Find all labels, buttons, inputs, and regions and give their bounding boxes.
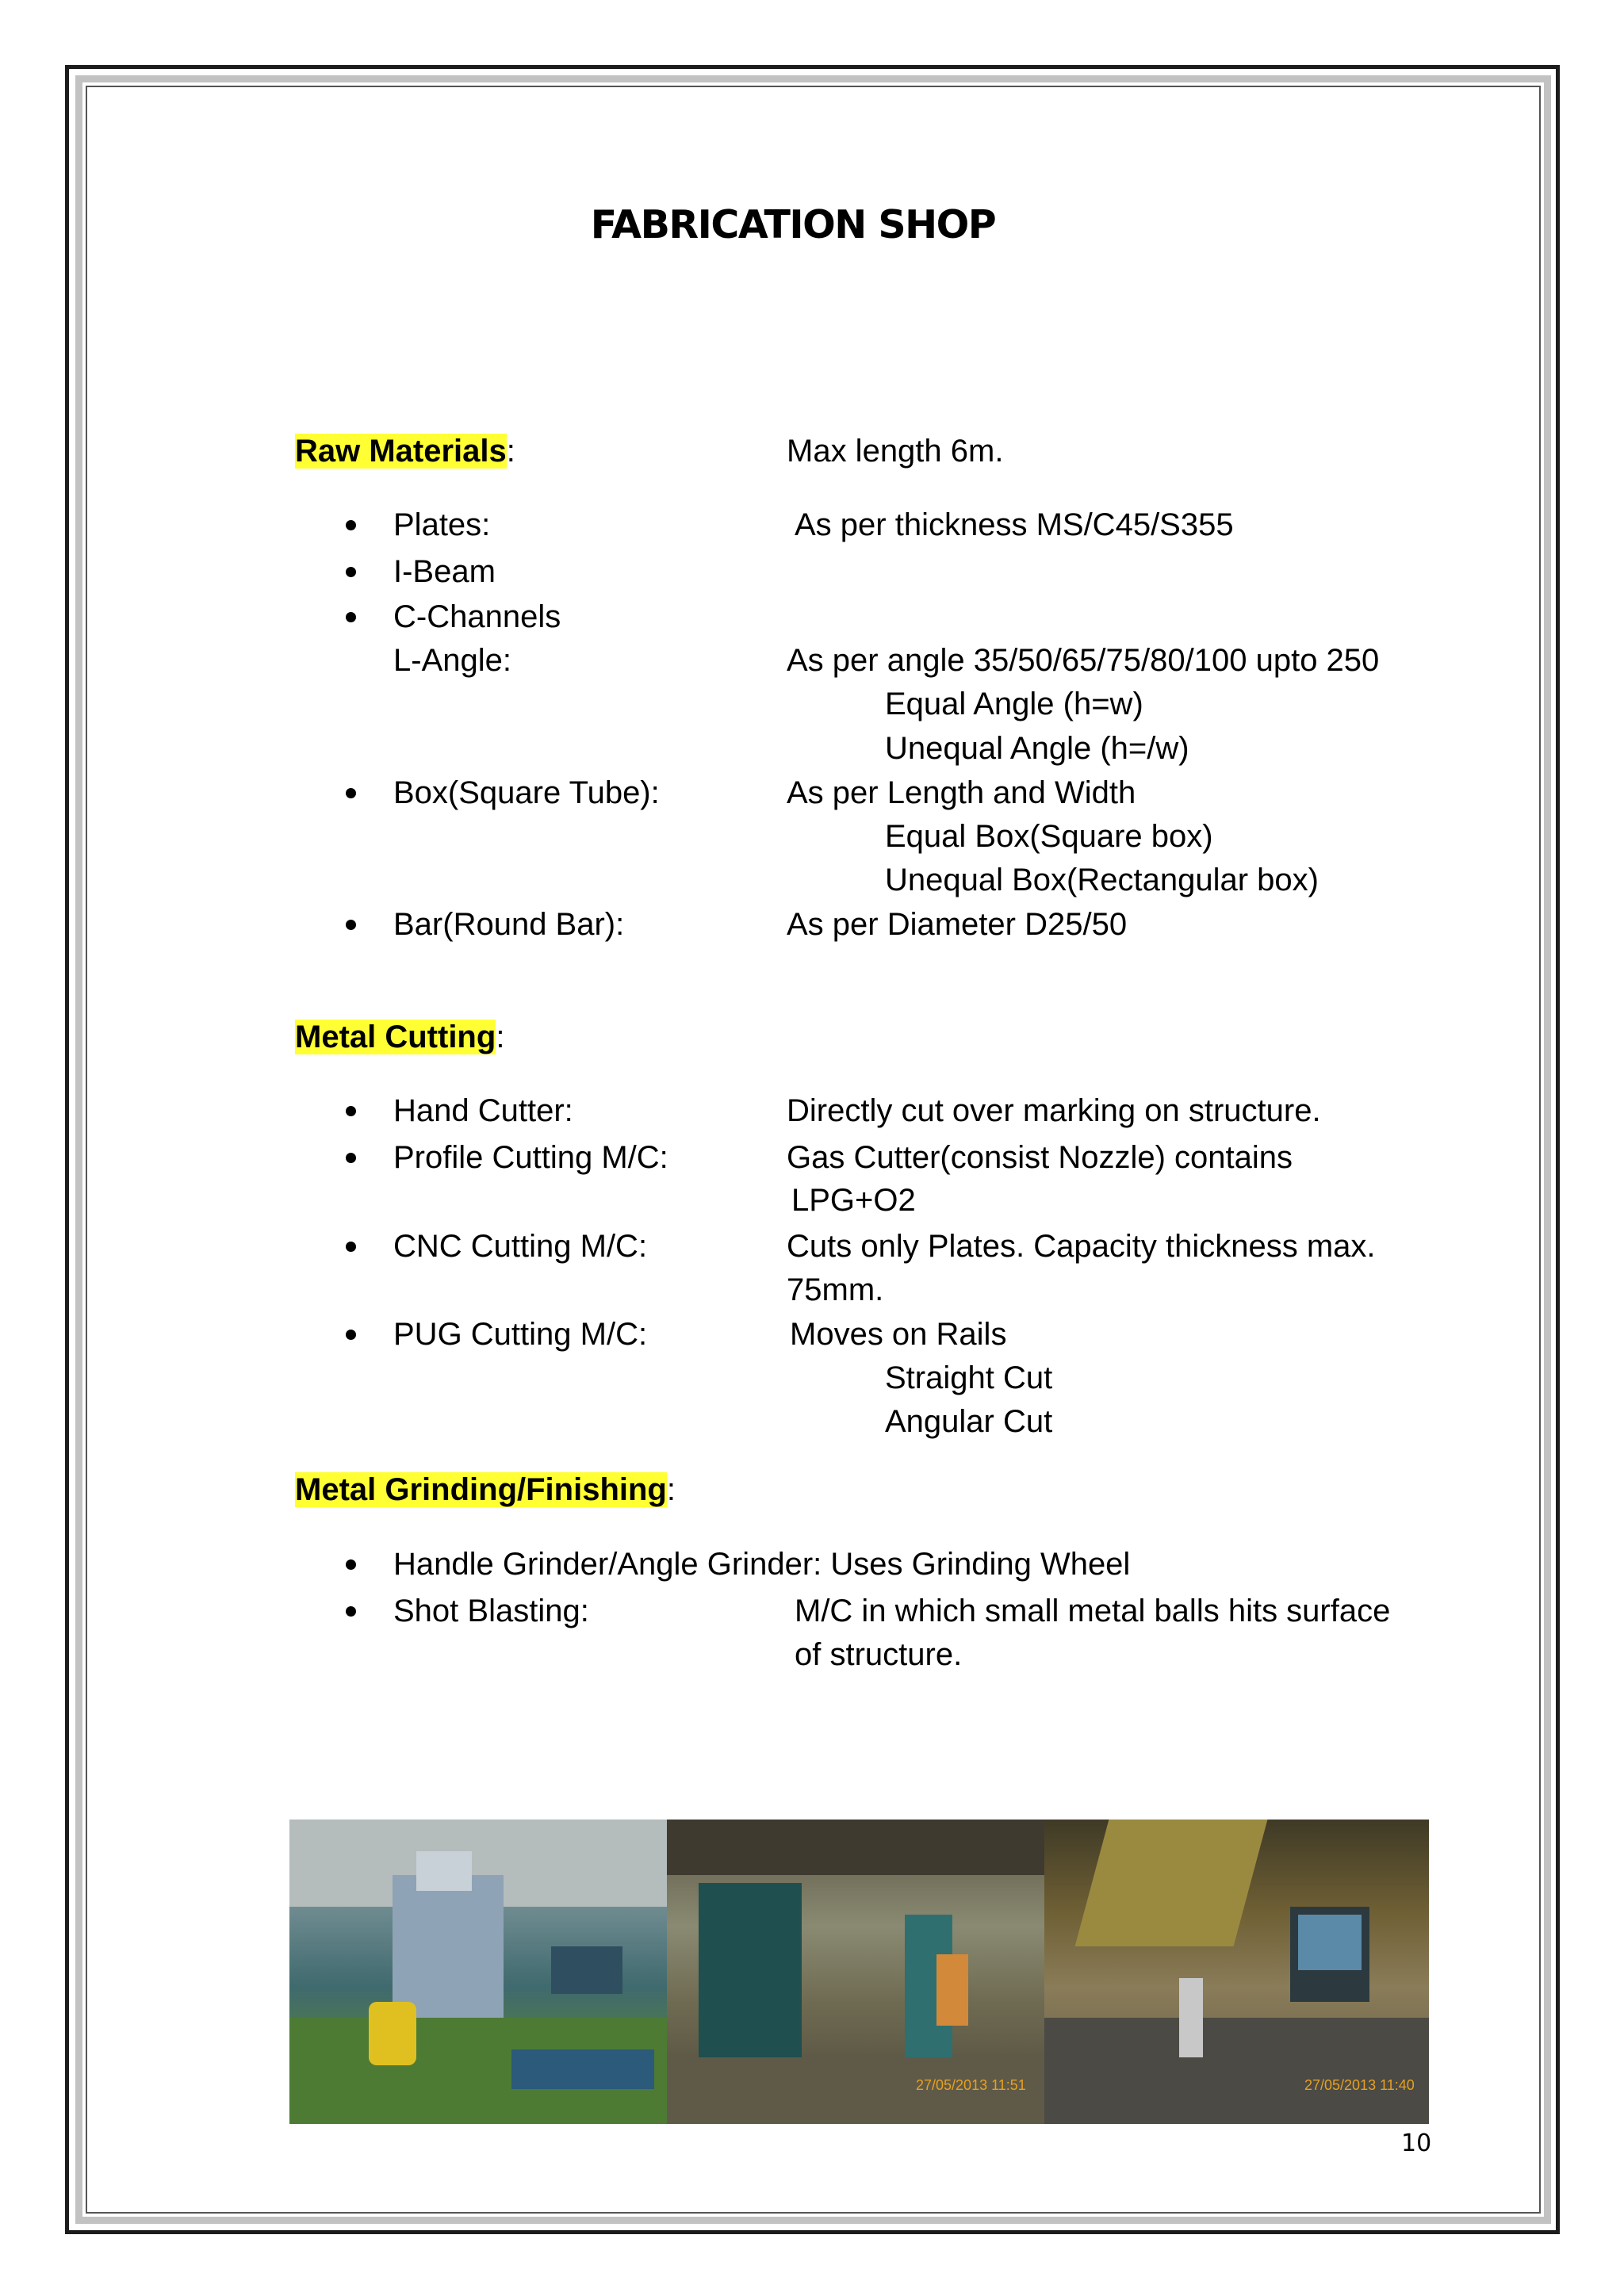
item-value-cnc-cutting: Cuts only Plates. Capacity thickness max. bbox=[787, 1229, 1376, 1264]
item-label-angle-grinder: Handle Grinder/Angle Grinder: Uses Grinding Wheel bbox=[393, 1547, 1131, 1582]
raw-materials-heading: Raw Materials bbox=[295, 434, 507, 469]
bullet bbox=[346, 612, 356, 622]
bullet bbox=[346, 567, 356, 577]
item-value2-profile-cutting: LPG+O2 bbox=[791, 1183, 916, 1218]
page-number: 10 bbox=[1401, 2130, 1432, 2157]
item-value-profile-cutting: Gas Cutter(consist Nozzle) contains bbox=[787, 1140, 1293, 1175]
bullet bbox=[346, 920, 356, 930]
bullet bbox=[346, 1242, 356, 1252]
item-sub-equal-box: Equal Box(Square box) bbox=[885, 819, 1213, 854]
raw-materials-heading-row: Raw Materials: bbox=[295, 434, 515, 469]
item-label-shot-blasting: Shot Blasting: bbox=[393, 1594, 589, 1628]
item-value-shot-blasting: M/C in which small metal balls hits surface bbox=[795, 1594, 1391, 1628]
metal-grinding-heading: Metal Grinding/Finishing bbox=[295, 1472, 667, 1507]
item-label-hand-cutter: Hand Cutter: bbox=[393, 1093, 573, 1128]
bullet bbox=[346, 1559, 356, 1570]
item-sub-unequal-angle: Unequal Angle (h=/w) bbox=[885, 731, 1189, 766]
item-sub-unequal-box: Unequal Box(Rectangular box) bbox=[885, 863, 1319, 897]
item-sub-equal-angle: Equal Angle (h=w) bbox=[885, 687, 1143, 721]
photo-timestamp-3: 27/05/2013 11:40 bbox=[1304, 2077, 1415, 2093]
bullet bbox=[346, 1106, 356, 1116]
item-label-cnc-cutting: CNC Cutting M/C: bbox=[393, 1229, 648, 1264]
item-label-i-beam: I-Beam bbox=[393, 554, 496, 589]
item-value-bar: As per Diameter D25/50 bbox=[787, 907, 1128, 942]
bullet bbox=[346, 788, 356, 798]
metal-cutting-heading-row: Metal Cutting: bbox=[295, 1020, 505, 1054]
page-title: FABRICATION SHOP bbox=[590, 202, 996, 247]
item-sub-angular-cut: Angular Cut bbox=[885, 1404, 1053, 1439]
bullet bbox=[346, 520, 356, 530]
item-value-hand-cutter: Directly cut over marking on structure. bbox=[787, 1093, 1321, 1128]
bullet bbox=[346, 1153, 356, 1163]
photo-timestamp-2: 27/05/2013 11:51 bbox=[916, 2077, 1026, 2093]
metal-cutting-heading: Metal Cutting bbox=[295, 1020, 496, 1054]
bullet bbox=[346, 1330, 356, 1340]
item-label-l-angle: L-Angle: bbox=[393, 643, 511, 678]
raw-materials-note: Max length 6m. bbox=[787, 434, 1004, 469]
item-label-box: Box(Square Tube): bbox=[393, 775, 660, 810]
bullet bbox=[346, 1606, 356, 1617]
metal-grinding-heading-row: Metal Grinding/Finishing: bbox=[295, 1472, 676, 1507]
item-label-profile-cutting: Profile Cutting M/C: bbox=[393, 1140, 668, 1175]
item-value2-cnc-cutting: 75mm. bbox=[787, 1272, 884, 1307]
item-label-plates: Plates: bbox=[393, 507, 491, 542]
item-label-c-channels: C-Channels bbox=[393, 599, 561, 634]
item-value2-shot-blasting: of structure. bbox=[795, 1637, 963, 1672]
photo-strip bbox=[289, 1820, 1429, 2124]
item-value-plates: As per thickness MS/C45/S355 bbox=[795, 507, 1234, 542]
item-sub-straight-cut: Straight Cut bbox=[885, 1360, 1053, 1395]
item-value-box: As per Length and Width bbox=[787, 775, 1136, 810]
item-value-pug-cutting: Moves on Rails bbox=[790, 1317, 1007, 1352]
item-label-pug-cutting: PUG Cutting M/C: bbox=[393, 1317, 648, 1352]
photo-workshop-floor bbox=[289, 1820, 667, 2124]
item-value-l-angle: As per angle 35/50/65/75/80/100 upto 250 bbox=[787, 643, 1380, 678]
item-label-bar: Bar(Round Bar): bbox=[393, 907, 625, 942]
